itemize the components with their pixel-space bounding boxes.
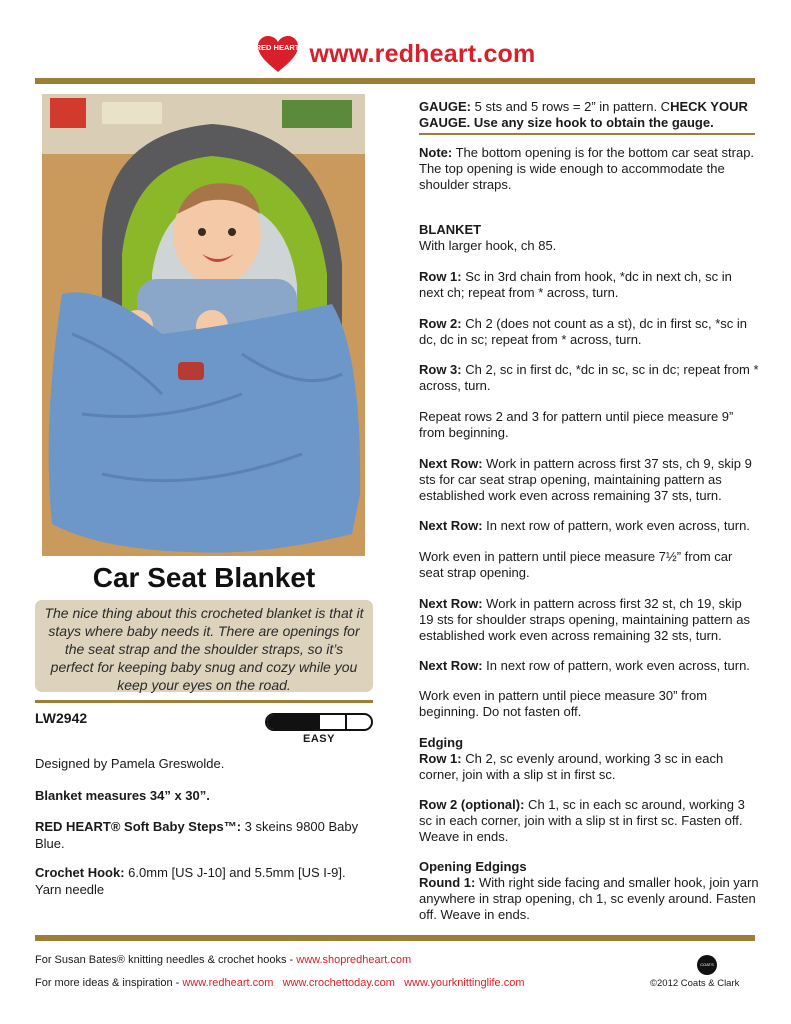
blanket-row-2 [419,316,759,348]
blanket-heading: BLANKET [419,222,482,237]
edging-row-2 [419,797,759,845]
coats-logo: COATS [697,955,717,975]
footer-divider [35,935,755,941]
yarn-label: RED HEART® Soft Baby Steps™: [35,819,242,834]
hook-value: 6.0mm [US J-10] and 5.5mm [US I-9]. Yarn needle [35,865,346,897]
row-text: Ch 2, sc in first dc, *dc in sc, sc in dc; repeat from * across, turn. [419,362,759,393]
designer-credit: Designed by Pamela Greswolde. [35,756,225,771]
footer-text: For Susan Bates® knitting needles & crochet hooks - [35,954,297,966]
shopredheart-link[interactable]: www.shopredheart.com [296,954,412,966]
heart-icon [256,34,300,74]
opening-edgings-heading: Opening Edgings [419,859,527,874]
skill-level-indicator [265,713,373,745]
blanket-start: With larger hook, ch 85. [419,238,557,253]
footer-text: For more ideas & inspiration - [35,977,183,989]
site-url-link[interactable]: www.redheart.com [309,39,536,68]
baby-car-seat-illustration [42,94,365,556]
yarn-value: 3 skeins 9800 Baby Blue. [35,819,359,851]
row-label: Next Row: [419,658,483,673]
row-label: Next Row: [419,456,483,471]
blanket-repeat: Repeat rows 2 and 3 for pattern until piece measure 9” from beginning. [419,409,734,440]
note-text: The bottom opening is for the bottom car seat strap. The top opening is wide enough to accommodate the shoulder straps. [419,145,755,192]
gauge-check: HECK YOUR GAUGE. Use any size hook to obtain the gauge. [419,99,748,130]
row-text: In next row of pattern, work even across, turn. [482,518,750,533]
yourknittinglife-link[interactable]: www.yourknittinglife.com [404,977,525,989]
skill-bar [320,715,347,729]
blanket-next-row-2 [419,518,759,534]
row-text: Work in pattern across first 32 st, ch 19, skip 19 sts for shoulder straps opening, maintaining pattern as established work even across remaining 32 sts, turn. [419,596,750,643]
blanket-row-3 [419,362,759,394]
row-label: Row 2: [419,316,462,331]
footer-line-2 [35,977,525,989]
skill-bar [347,715,372,729]
row-text: Ch 1, sc in each sc around, working 3 sc in each corner, join with a slip st in first sc. Fasten off. Weave in ends. [419,797,745,844]
blanket-next-row-4 [419,658,759,674]
row-text: Ch 2 (does not count as a st), dc in first sc, *sc in dc, dc in sc; repeat from * across, turn. [419,316,748,347]
gauge-text: 5 sts and 5 rows = 2” in pattern. C [471,99,671,114]
gauge-section [419,99,759,131]
row-label: Row 3: [419,362,462,377]
blanket-row-1 [419,269,759,301]
header-divider [35,78,755,84]
skill-bar [267,715,294,729]
skill-level-label: EASY [303,733,335,745]
blanket-even-2: Work even in pattern until piece measure 30” from beginning. Do not fasten off. [419,688,708,719]
row-text: Work in pattern across first 37 sts, ch 9, skip 9 sts for car seat strap opening, maintaining pattern as established work even across remaining 37 sts, turn. [419,456,752,503]
skill-level-bars [265,713,373,731]
logo-text: RED HEART [255,43,300,52]
blanket-even-1: Work even in pattern until piece measure 7½” from car seat strap opening. [419,549,733,580]
edging-row-1 [419,751,759,783]
red-heart-logo[interactable] [256,34,300,74]
row-label: Round 1: [419,875,476,890]
blanket-next-row-3 [419,596,759,644]
row-text: With right side facing and smaller hook, join yarn anywhere in strap opening, ch 1, sc evenly around. Fasten off. Weave in ends. [419,875,759,922]
copyright-text: ©2012 Coats & Clark [650,978,740,989]
row-label: Next Row: [419,596,483,611]
skill-bar [294,715,321,729]
product-photo [42,94,365,556]
page-header [0,32,791,76]
row-text: In next row of pattern, work even across, turn. [482,658,750,673]
section-divider [35,700,373,703]
blanket-next-row-1 [419,456,759,504]
row-label: Next Row: [419,518,483,533]
note-label: Note: [419,145,453,160]
gauge-label: GAUGE: [419,99,471,114]
gauge-divider [419,133,755,135]
hook-materials [35,864,370,898]
edging-heading: Edging [419,735,464,750]
footer-line-1 [35,954,411,966]
yarn-materials [35,818,370,852]
row-text: Ch 2, sc evenly around, working 3 sc in each corner, join with a slip st in first sc. [419,751,724,782]
note-section [419,145,759,193]
row-text: Sc in 3rd chain from hook, *dc in next ch, sc in next ch; repeat from * across, turn. [419,269,732,300]
pattern-number: LW2942 [35,710,88,726]
blanket-measurements: Blanket measures 34” x 30”. [35,788,210,803]
row-label: Row 1: [419,269,462,284]
hook-label: Crochet Hook: [35,865,125,880]
row-label: Row 2 (optional): [419,797,525,812]
crochettoday-link[interactable]: www.crochettoday.com [282,977,395,989]
row-label: Row 1: [419,751,462,766]
redheart-link[interactable]: www.redheart.com [182,977,274,989]
opening-edgings-round-1 [419,875,759,923]
intro-description: The nice thing about this crocheted blanket is that it stays where baby needs it. There are openings for the seat strap and the shoulder straps, so it’s perfect for keeping baby snug and cozy while you keep your eyes on the road. [35,600,373,692]
page-title: Car Seat Blanket [92,562,316,593]
